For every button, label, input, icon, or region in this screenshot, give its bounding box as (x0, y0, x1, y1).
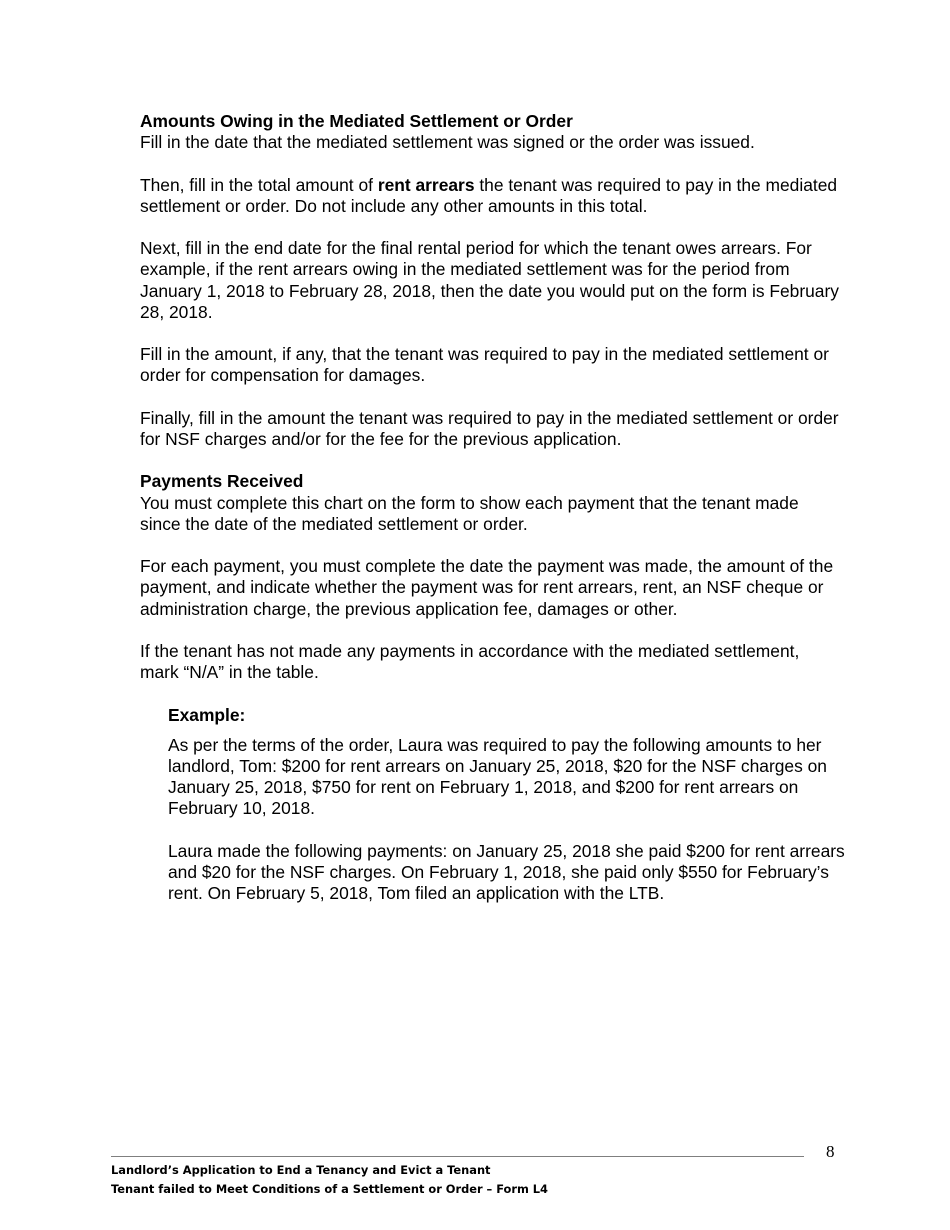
nsf-charges-paragraph: Finally, fill in the amount the tenant was required to pay in the mediated settlement or order for NSF charges and/or for the fee for the previous application. (140, 407, 839, 449)
amounts-owing-section (140, 111, 840, 153)
damages-paragraph: Fill in the amount, if any, that the tenant was required to pay in the mediated settlement or order for compensation for damages. (140, 344, 829, 386)
rent-arrears-text-after: the tenant was required to pay in the mediated settlement or order. Do not include any other amounts in this total. (140, 174, 838, 216)
end-date-paragraph: Next, fill in the end date for the final rental period for which the tenant owes arrears. For example, if the rent arrears owing in the mediated settlement was for the period from January 1, 2018 to February 28, 2018, then the date you would put on the form is February 28, 2018. (140, 238, 839, 322)
amounts-owing-heading: Amounts Owing in the Mediated Settlement or Order (140, 111, 573, 131)
payments-received-intro: You must complete this chart on the form to show each payment that the tenant made since the date of the mediated settlement or order. (140, 492, 799, 534)
amounts-owing-intro: Fill in the date that the mediated settlement was signed or the order was issued. (140, 132, 755, 153)
example-order-terms-paragraph: As per the terms of the order, Laura was required to pay the following amounts to her landlord, Tom: $200 for rent arrears on January 25, 2018, $20 for the NSF charges on January 25, 2018, $750 for rent on February 1, 2018, and $200 for rent arrears on February 10, 2018. (168, 734, 827, 819)
example-payments-paragraph: Laura made the following payments: on January 25, 2018 she paid $200 for rent arrears and $20 for the NSF charges. On February 1, 2018, she paid only $550 for February’s rent. On February 5, 2018, Tom filed an application with the LTB. (168, 840, 845, 904)
payments-received-section (140, 471, 840, 535)
each-payment-paragraph: For each payment, you must complete the date the payment was made, the amount of the payment, and indicate whether the payment was for rent arrears, rent, an NSF cheque or administration charge, the previous application fee, damages or other. (140, 556, 834, 619)
rent-arrears-text-before: Then, fill in the total amount of (140, 174, 378, 195)
payments-received-heading: Payments Received (140, 471, 304, 492)
document-body (140, 111, 845, 926)
footer-form-line: Tenant failed to Meet Conditions of a Settlement or Order – Form L4 (111, 1182, 548, 1196)
footer (111, 1161, 548, 1199)
rent-arrears-paragraph (140, 175, 840, 217)
rent-arrears-bold: rent arrears (377, 174, 475, 195)
footer-divider (111, 1156, 804, 1157)
no-payments-paragraph: If the tenant has not made any payments in accordance with the mediated settlement, mark “N/A” in the table. (140, 640, 800, 683)
footer-title-line: Landlord’s Application to End a Tenancy and Evict a Tenant (111, 1163, 491, 1177)
page-number: 8 (826, 1142, 835, 1161)
example-heading: Example: (168, 704, 246, 725)
example-block (168, 705, 848, 905)
